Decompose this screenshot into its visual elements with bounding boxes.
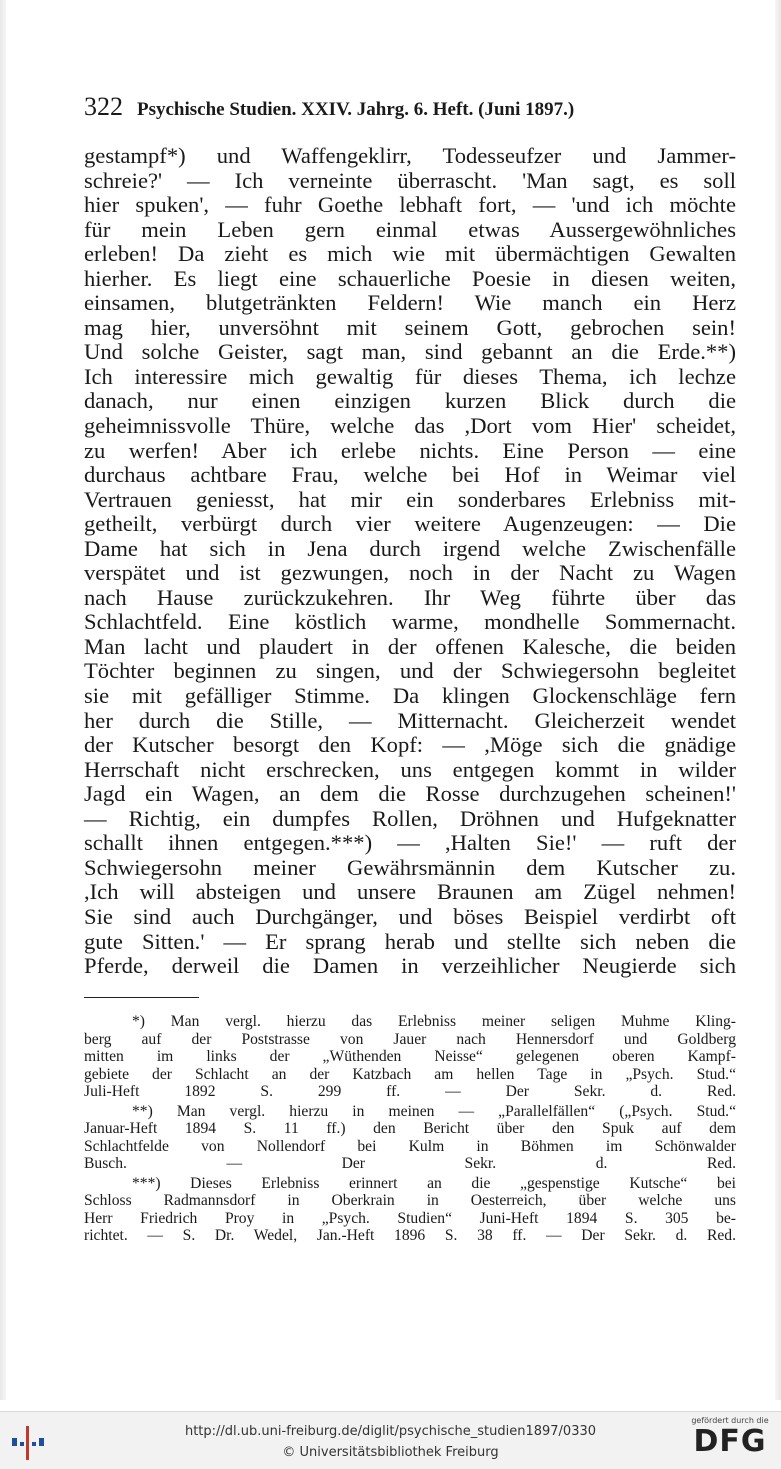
body-line: mag hier, unversöhnt mit seinem Gott, gebrochen sein! <box>84 314 736 340</box>
dfg-logo <box>689 1416 771 1466</box>
body-line: durchaus achtbare Frau, welche bei Hof in Weimar viel <box>84 462 736 488</box>
footnote-line: richtet. — S. Dr. Wedel, Jan.-Heft 1896 S. 38 ff. — Der Sekr. d. Red. <box>84 1227 736 1244</box>
footnote-line: Herr Friedrich Proy in „Psych. Studien“ Juni-Heft 1894 S. 305 be- <box>84 1209 736 1227</box>
body-line: schallt ihnen entgegen.***) — ,Halten Sie!' — ruft der <box>84 830 736 856</box>
body-line: verspätet und ist gezwungen, noch in der Nacht zu Wagen <box>84 560 736 586</box>
page-number: 322 <box>84 92 123 121</box>
footnote-line: **) Man vergl. hierzu in meinen — „Parallelfällen“ („Psych. Stud.“ <box>132 1102 736 1120</box>
footnote <box>84 1013 736 1101</box>
body-line: danach, nur einen einzigen kurzen Blick durch die <box>84 388 736 414</box>
body-line: Sie sind auch Durchgänger, und böses Beispiel verdirbt oft <box>84 903 736 929</box>
body-line: zu werfen! Aber ich erlebe nichts. Eine Person — eine <box>84 437 736 463</box>
body-line: getheilt, verbürgt durch vier weitere Augenzeugen: — Die <box>84 511 736 537</box>
footnote-line: Schloss Radmannsdorf in Oberkrain in Oesterreich, über welche uns <box>84 1192 736 1209</box>
running-title: Psychische Studien. XXIV. Jahrg. 6. Heft. (Juni 1897.) <box>137 99 575 120</box>
footnote <box>84 1103 736 1173</box>
body-line: gute Sitten.' — Er sprang herab und stellte sich neben die <box>84 928 736 954</box>
body-line: schreie?' — Ich verneinte überrascht. 'Man sagt, es soll <box>84 167 736 193</box>
body-line: für mein Leben gern einmal etwas Aussergewöhnliches <box>84 216 736 242</box>
footer-copyright: © Universitätsbibliothek Freiburg <box>282 1445 499 1460</box>
body-line: hierher. Es liegt eine schauerliche Poesie in diesen weiten, <box>84 265 736 291</box>
body-line: sie mit gefälliger Stimme. Da klingen Glockenschläge fern <box>84 683 736 709</box>
body-line: Dame hat sich in Jena durch irgend welche Zwischenfälle <box>84 535 736 561</box>
footnote-line: ***) Dieses Erlebniss erinnert an die „gespenstige Kutsche“ bei <box>132 1174 736 1192</box>
body-line: Schlachtfeld. Eine köstlich warme, mondhelle Sommernacht. <box>84 609 736 635</box>
scan-right-edge <box>775 0 781 1400</box>
body-line: geheimnissvolle Thüre, welche das ,Dort vom Hier' scheidet, <box>84 413 736 439</box>
footnote <box>84 1175 736 1245</box>
body-line: her durch die Stille, — Mitternacht. Gleicherzeit wendet <box>84 707 736 733</box>
footnote-line: berg auf der Poststrasse von Jauer nach Hennersdorf und Goldberg <box>84 1030 736 1048</box>
body-line: hier spuken', — fuhr Goethe lebhaft fort, — 'und ich möchte <box>84 192 736 218</box>
body-line: einsamen, blutgetränkten Feldern! Wie manch ein Herz <box>84 290 736 316</box>
scan-left-edge <box>0 0 6 1400</box>
footnote-line: Juli-Heft 1892 S. 299 ff. — Der Sekr. d. Red. <box>84 1083 736 1100</box>
footnote-rule <box>84 997 199 998</box>
footnote-line: mitten im links der „Wüthenden Neisse“ gelegenen oberen Kampf- <box>84 1048 736 1065</box>
body-line: Töchter beginnen zu singen, und der Schwiegersohn begleitet <box>84 658 736 684</box>
body-line: Schwiegersohn meiner Gewährsmännin dem Kutscher zu. <box>84 854 736 880</box>
body-line: erleben! Da zieht es mich wie mit übermächtigen Gewalten <box>84 241 736 267</box>
body-line: ,Ich will absteigen und unsere Braunen am Zügel nehmen! <box>84 879 736 905</box>
body-line: der Kutscher besorgt den Kopf: — ,Möge sich die gnädige <box>84 732 736 758</box>
body-line: Ich interessire mich gewaltig für dieses Thema, ich lechze <box>84 363 736 389</box>
body-line: Jagd ein Wagen, an dem die Rosse durchzugehen scheinen!' <box>84 781 736 807</box>
footnote-line: Januar-Heft 1894 S. 11 ff.) den Bericht über den Spuk auf dem <box>84 1120 736 1137</box>
footnote-line: Schlachtfelde von Nollendorf bei Kulm in Böhmen im Schönwalder <box>84 1137 736 1155</box>
page-header <box>84 92 734 122</box>
body-line: Und solche Geister, sagt man, sind gebannt an die Erde.**) <box>84 339 736 365</box>
body-line: — Richtig, ein dumpfes Rollen, Dröhnen und Hufgeknatter <box>84 805 736 831</box>
footnote-line: *) Man vergl. hierzu das Erlebniss meiner seligen Muhme Kling- <box>132 1013 736 1030</box>
body-line: Pferde, derweil die Damen in verzeihlicher Neugierde sich <box>84 953 736 979</box>
body-line: gestampf*) und Waffengeklirr, Todesseufzer und Jammer- <box>84 143 736 168</box>
body-line: nach Hause zurückzukehren. Ihr Weg führte über das <box>84 584 736 610</box>
body-line: Vertrauen geniesst, hat mir ein sonderbares Erlebniss mit- <box>84 486 736 512</box>
dfg-logo-text: DFG <box>693 1424 767 1459</box>
footer-url[interactable]: http://dl.ub.uni-freiburg.de/diglit/psychische_studien1897/0330 <box>184 1424 597 1439</box>
body-line: Man lacht und plaudert in der offenen Kalesche, die beiden <box>84 633 736 659</box>
body-text <box>84 144 736 979</box>
footnote-line: gebiete der Schlacht an der Katzbach am hellen Tage in „Psych. Stud.“ <box>84 1065 736 1083</box>
footnotes <box>84 1013 736 1245</box>
footnote-line: Busch. — Der Sekr. d. Red. <box>84 1155 736 1172</box>
viewer-footer <box>0 1411 781 1469</box>
body-line: Herrschaft nicht erschrecken, uns entgegen kommt in wilder <box>84 756 736 782</box>
dfg-funded-label: gefördert durch die <box>691 1416 769 1425</box>
